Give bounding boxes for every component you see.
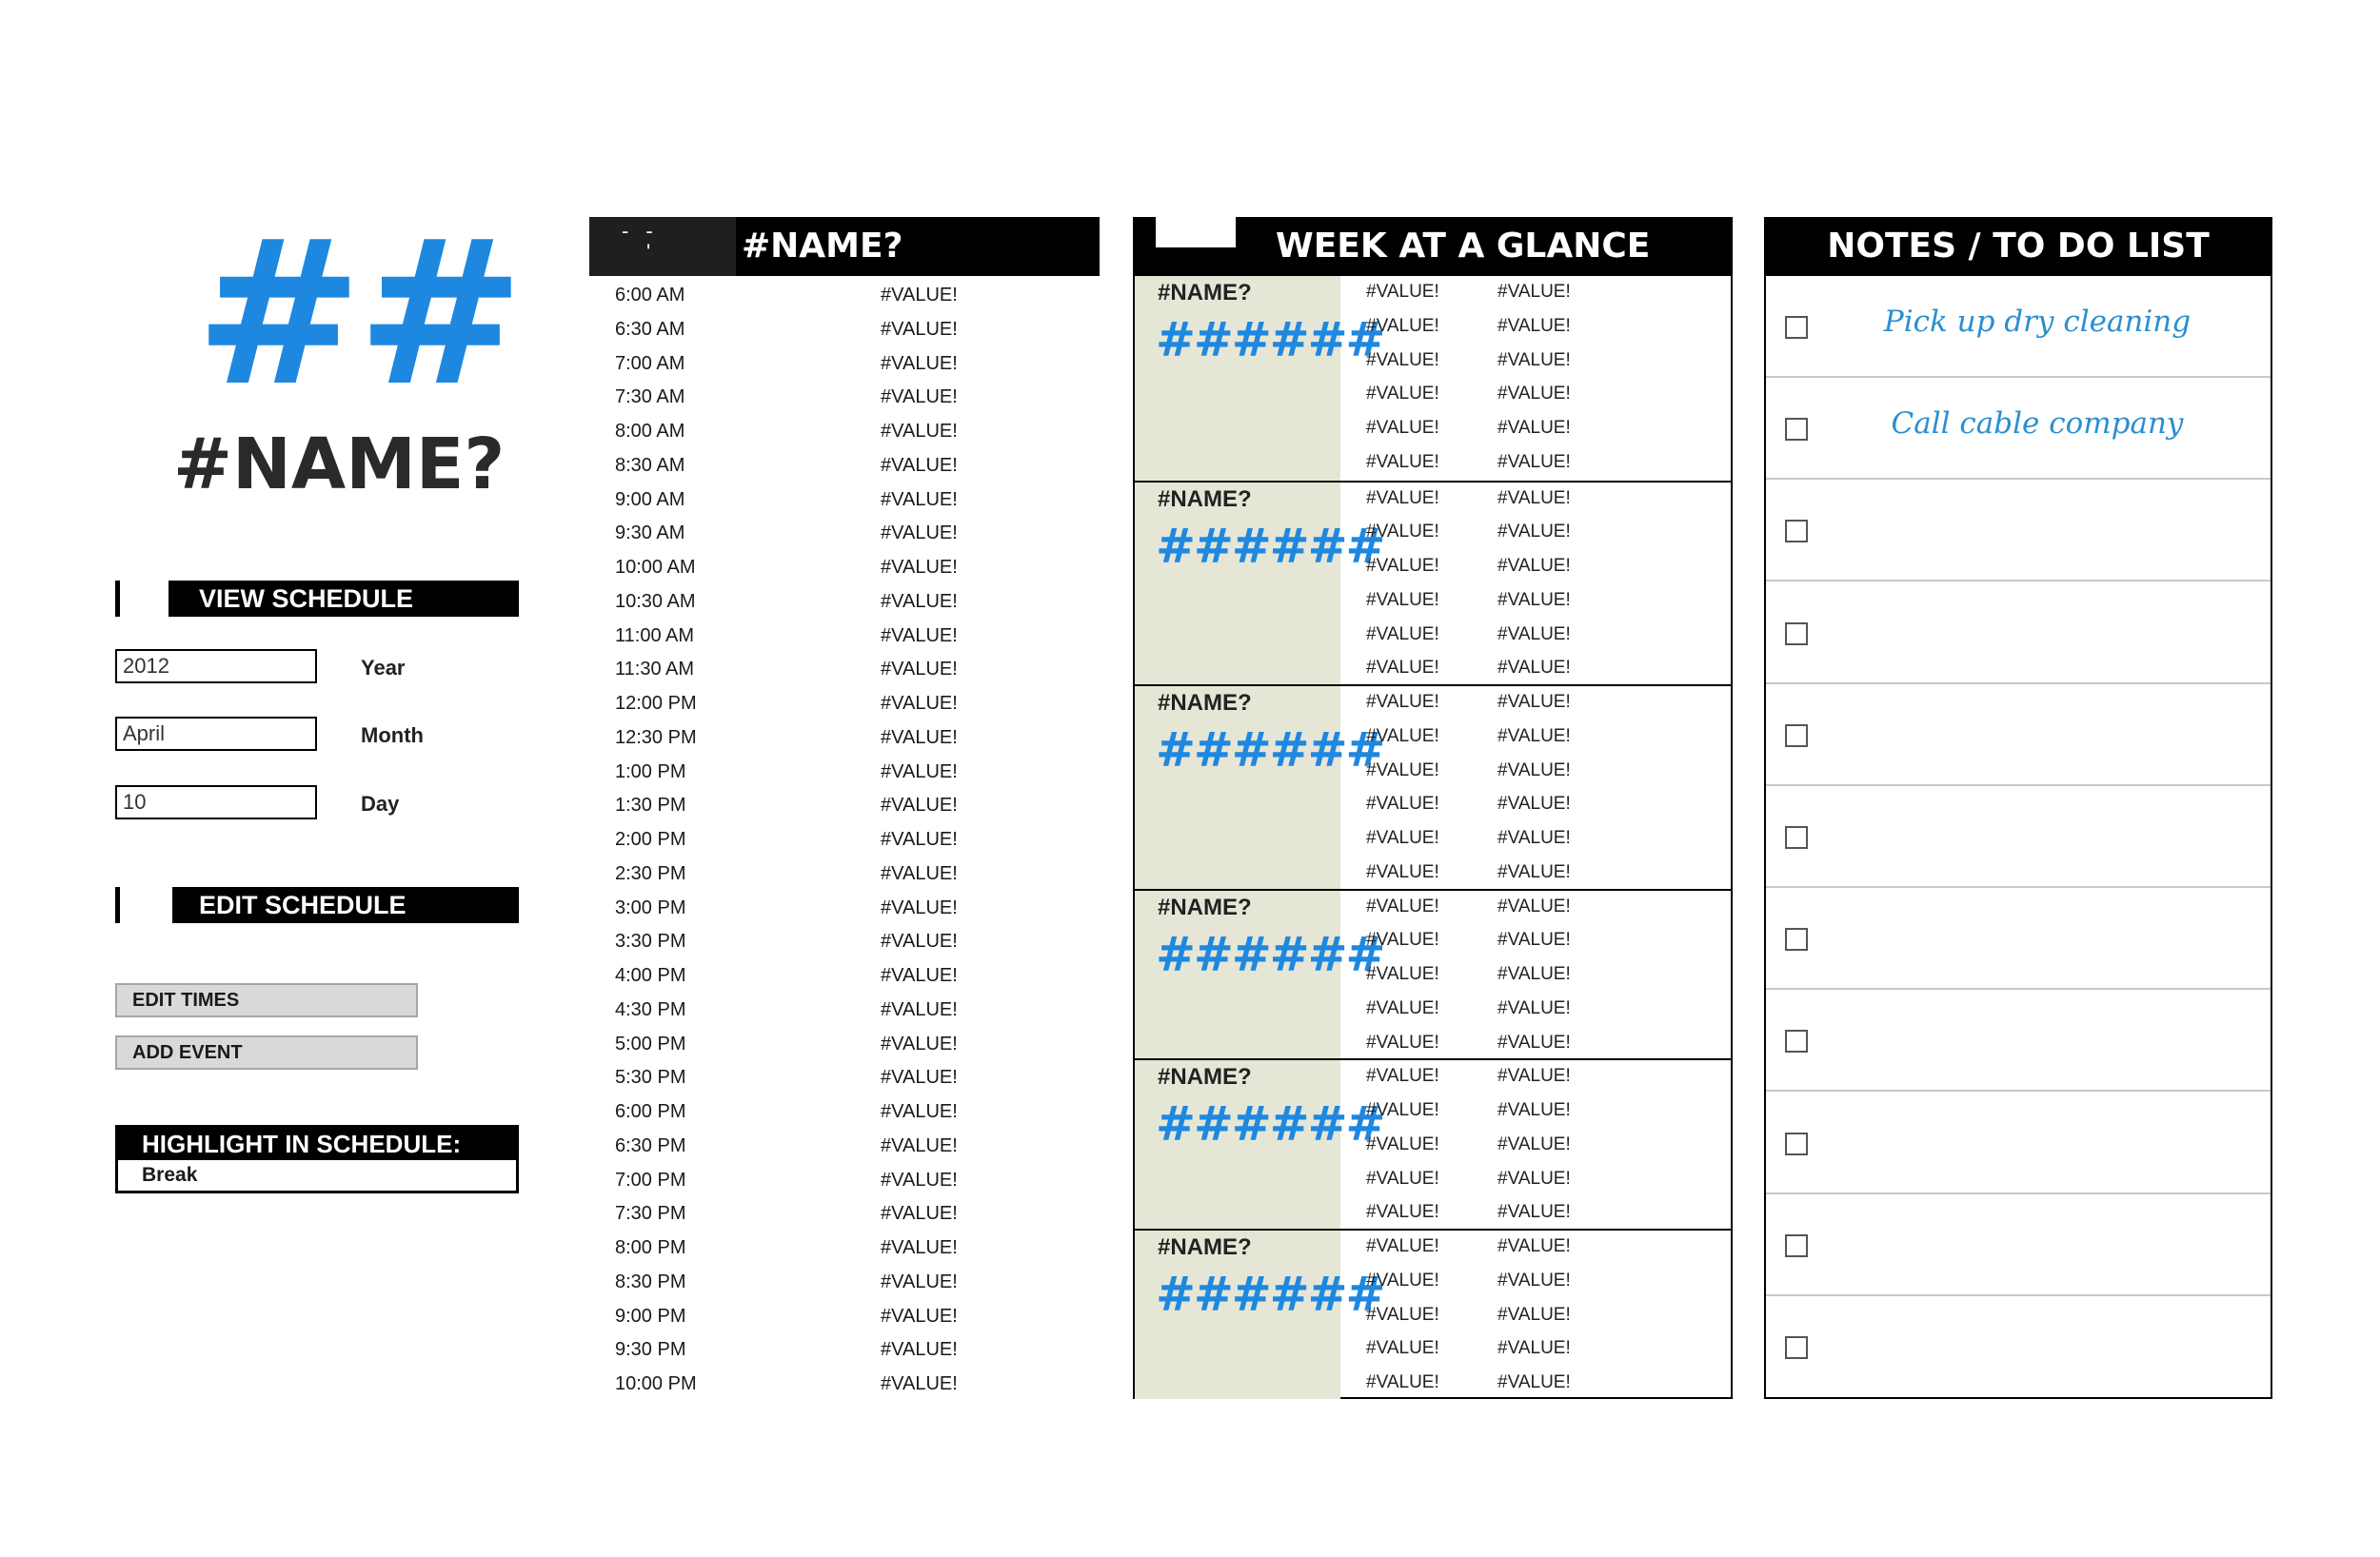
week-title: WEEK AT A GLANCE bbox=[1276, 227, 1651, 266]
todo-checkbox[interactable] bbox=[1785, 1133, 1808, 1155]
schedule-time: 4:30 PM bbox=[615, 998, 686, 1020]
schedule-time: 2:30 PM bbox=[615, 862, 686, 884]
schedule-time: 9:00 AM bbox=[615, 488, 685, 510]
schedule-row[interactable] bbox=[589, 1333, 1100, 1368]
todo-checkbox[interactable] bbox=[1785, 418, 1808, 441]
schedule-time: 6:30 PM bbox=[615, 1134, 686, 1156]
day-shade bbox=[1135, 276, 1340, 481]
week-day-block bbox=[1133, 684, 1733, 889]
schedule-row[interactable] bbox=[589, 653, 1100, 687]
todo-checkbox[interactable] bbox=[1785, 1030, 1808, 1053]
schedule-time: 12:30 PM bbox=[615, 726, 697, 748]
schedule-row[interactable] bbox=[589, 1197, 1100, 1232]
week-cell: #VALUE! bbox=[1497, 930, 1571, 951]
schedule-event: #VALUE! bbox=[881, 862, 958, 884]
highlight-select[interactable]: Break bbox=[142, 1164, 198, 1186]
schedule-row[interactable] bbox=[589, 892, 1100, 926]
schedule-time: 9:30 PM bbox=[615, 1339, 686, 1361]
schedule-time: 9:00 PM bbox=[615, 1305, 686, 1327]
view-schedule-header: VIEW SCHEDULE bbox=[169, 581, 519, 617]
schedule-row[interactable] bbox=[589, 620, 1100, 654]
schedule-row[interactable] bbox=[589, 585, 1100, 620]
week-cell: #VALUE! bbox=[1497, 1338, 1571, 1359]
week-cell: #VALUE! bbox=[1366, 1372, 1439, 1392]
week-cell: #VALUE! bbox=[1497, 1100, 1571, 1120]
schedule-time: 10:30 AM bbox=[615, 590, 696, 612]
schedule-time: 7:30 AM bbox=[615, 386, 685, 408]
schedule-time: 5:30 PM bbox=[615, 1067, 686, 1089]
schedule-event: #VALUE! bbox=[881, 998, 958, 1020]
week-day-name: #NAME? bbox=[1158, 1234, 1252, 1260]
week-day-name: #NAME? bbox=[1158, 894, 1252, 920]
week-cell: #VALUE! bbox=[1366, 1304, 1439, 1325]
schedule-time: 2:00 PM bbox=[615, 829, 686, 850]
week-cell: #VALUE! bbox=[1366, 997, 1439, 1018]
todo-item bbox=[1766, 1296, 2271, 1398]
schedule-event: #VALUE! bbox=[881, 1203, 958, 1225]
big-date-symbol: ## bbox=[195, 197, 519, 430]
todo-checkbox[interactable] bbox=[1785, 1234, 1808, 1257]
year-field[interactable]: 2012 bbox=[115, 649, 317, 683]
week-cell: #VALUE! bbox=[1366, 861, 1439, 882]
notes-title: NOTES / TO DO LIST bbox=[1764, 217, 2272, 276]
week-cell: #VALUE! bbox=[1366, 556, 1439, 576]
schedule-event: #VALUE! bbox=[881, 795, 958, 817]
week-cell: #VALUE! bbox=[1497, 349, 1571, 370]
todo-checkbox[interactable] bbox=[1785, 1336, 1808, 1359]
highlight-label: HIGHLIGHT IN SCHEDULE: bbox=[118, 1128, 516, 1160]
week-day-date: ###### bbox=[1156, 1096, 1384, 1153]
schedule-time: 3:00 PM bbox=[615, 897, 686, 918]
schedule-event: #VALUE! bbox=[881, 1101, 958, 1122]
schedule-time: 3:30 PM bbox=[615, 931, 686, 953]
week-cell: #VALUE! bbox=[1366, 451, 1439, 472]
week-cell: #VALUE! bbox=[1497, 692, 1571, 712]
schedule-time: 7:00 PM bbox=[615, 1169, 686, 1191]
schedule-row[interactable] bbox=[589, 756, 1100, 790]
schedule-row[interactable] bbox=[589, 1028, 1100, 1062]
week-header bbox=[1133, 217, 1733, 276]
day-schedule-title: #NAME? bbox=[742, 227, 903, 266]
week-cell: #VALUE! bbox=[1497, 1270, 1571, 1291]
edit-schedule-marker bbox=[115, 887, 120, 923]
schedule-event: #VALUE! bbox=[881, 726, 958, 748]
todo-checkbox[interactable] bbox=[1785, 622, 1808, 645]
week-cell: #VALUE! bbox=[1366, 1100, 1439, 1120]
schedule-event: #VALUE! bbox=[881, 1373, 958, 1394]
todo-item bbox=[1766, 1194, 2271, 1296]
week-day-block bbox=[1133, 889, 1733, 1059]
week-cell: #VALUE! bbox=[1366, 522, 1439, 542]
week-cell: #VALUE! bbox=[1497, 589, 1571, 610]
month-label: Month bbox=[361, 723, 424, 747]
week-cell: #VALUE! bbox=[1497, 1372, 1571, 1392]
week-cell: #VALUE! bbox=[1497, 623, 1571, 644]
todo-item bbox=[1766, 1093, 2271, 1194]
week-cell: #VALUE! bbox=[1497, 315, 1571, 336]
week-cell: #VALUE! bbox=[1366, 384, 1439, 404]
schedule-row[interactable] bbox=[589, 1232, 1100, 1266]
week-cell: #VALUE! bbox=[1497, 1066, 1571, 1087]
week-cell: #VALUE! bbox=[1497, 451, 1571, 472]
todo-item bbox=[1766, 684, 2271, 786]
schedule-event: #VALUE! bbox=[881, 1305, 958, 1327]
week-cell: #VALUE! bbox=[1366, 794, 1439, 815]
week-day-name: #NAME? bbox=[1158, 485, 1252, 512]
schedule-time: 6:00 PM bbox=[615, 1101, 686, 1122]
schedule-event: #VALUE! bbox=[881, 1169, 958, 1191]
week-cell: #VALUE! bbox=[1497, 997, 1571, 1018]
schedule-row[interactable] bbox=[589, 687, 1100, 721]
schedule-time: 8:30 PM bbox=[615, 1271, 686, 1292]
schedule-row[interactable] bbox=[589, 959, 1100, 994]
schedule-time: 8:30 AM bbox=[615, 454, 685, 476]
week-header-notch bbox=[1156, 217, 1236, 247]
schedule-time: 8:00 PM bbox=[615, 1237, 686, 1258]
schedule-event: #VALUE! bbox=[881, 285, 958, 305]
todo-text[interactable]: Pick up dry cleaning bbox=[1883, 305, 2192, 339]
week-cell: #VALUE! bbox=[1366, 315, 1439, 336]
week-cell: #VALUE! bbox=[1366, 1066, 1439, 1087]
week-cell: #VALUE! bbox=[1366, 930, 1439, 951]
todo-item bbox=[1766, 480, 2271, 581]
schedule-event: #VALUE! bbox=[881, 829, 958, 850]
week-cell: #VALUE! bbox=[1497, 1304, 1571, 1325]
big-day-name: #NAME? bbox=[173, 424, 506, 505]
todo-item bbox=[1766, 582, 2271, 684]
schedule-event: #VALUE! bbox=[881, 659, 958, 680]
week-cell: #VALUE! bbox=[1366, 658, 1439, 679]
week-day-name: #NAME? bbox=[1158, 1064, 1252, 1091]
schedule-row[interactable] bbox=[589, 1266, 1100, 1300]
week-cell: #VALUE! bbox=[1366, 589, 1439, 610]
week-cell: #VALUE! bbox=[1497, 384, 1571, 404]
week-cell: #VALUE! bbox=[1366, 896, 1439, 916]
schedule-event: #VALUE! bbox=[881, 1134, 958, 1156]
schedule-row[interactable] bbox=[589, 517, 1100, 551]
todo-item bbox=[1766, 990, 2271, 1092]
week-cell: #VALUE! bbox=[1366, 623, 1439, 644]
schedule-event: #VALUE! bbox=[881, 352, 958, 374]
week-cell: #VALUE! bbox=[1366, 759, 1439, 780]
week-cell: #VALUE! bbox=[1497, 556, 1571, 576]
schedule-event: #VALUE! bbox=[881, 693, 958, 714]
todo-checkbox[interactable] bbox=[1785, 520, 1808, 542]
schedule-event: #VALUE! bbox=[881, 522, 958, 544]
schedule-row[interactable] bbox=[589, 823, 1100, 857]
week-cell: #VALUE! bbox=[1497, 964, 1571, 984]
week-cell: #VALUE! bbox=[1366, 418, 1439, 438]
schedule-time: 11:30 AM bbox=[615, 659, 695, 680]
schedule-row[interactable] bbox=[589, 1300, 1100, 1334]
edit-times-button[interactable]: EDIT TIMES bbox=[115, 983, 418, 1017]
schedule-row[interactable] bbox=[589, 721, 1100, 756]
schedule-event: #VALUE! bbox=[881, 1271, 958, 1292]
schedule-time: 10:00 AM bbox=[615, 557, 696, 578]
todo-item bbox=[1766, 378, 2271, 480]
schedule-row[interactable] bbox=[589, 415, 1100, 449]
spin-dots-icon: -- bbox=[622, 219, 670, 243]
week-cell: #VALUE! bbox=[1497, 282, 1571, 302]
schedule-row[interactable] bbox=[589, 1061, 1100, 1095]
schedule-event: #VALUE! bbox=[881, 931, 958, 953]
schedule-time: 6:00 AM bbox=[615, 285, 685, 305]
week-cell: #VALUE! bbox=[1497, 725, 1571, 746]
schedule-row[interactable] bbox=[589, 551, 1100, 585]
add-event-button[interactable]: ADD EVENT bbox=[115, 1035, 418, 1070]
schedule-time: 11:00 AM bbox=[615, 624, 695, 646]
week-cell: #VALUE! bbox=[1366, 1338, 1439, 1359]
schedule-event: #VALUE! bbox=[881, 1033, 958, 1054]
week-cell: #VALUE! bbox=[1366, 282, 1439, 302]
schedule-time: 1:00 PM bbox=[615, 760, 686, 782]
week-day-name: #NAME? bbox=[1158, 280, 1252, 305]
week-day-block bbox=[1133, 276, 1733, 481]
schedule-event: #VALUE! bbox=[881, 760, 958, 782]
schedule-event: #VALUE! bbox=[881, 897, 958, 918]
schedule-row[interactable] bbox=[589, 1130, 1100, 1164]
week-cell: #VALUE! bbox=[1366, 487, 1439, 508]
week-cell: #VALUE! bbox=[1497, 1032, 1571, 1053]
todo-text[interactable]: Call cable company bbox=[1891, 406, 2184, 442]
todo-checkbox[interactable] bbox=[1785, 724, 1808, 747]
schedule-time: 7:00 AM bbox=[615, 352, 685, 374]
week-cell: #VALUE! bbox=[1497, 522, 1571, 542]
week-day-date: ###### bbox=[1156, 926, 1384, 982]
schedule-row[interactable] bbox=[589, 381, 1100, 415]
week-day-date: ###### bbox=[1156, 722, 1384, 778]
week-day-block bbox=[1133, 481, 1733, 685]
view-schedule-marker bbox=[115, 581, 120, 617]
week-cell: #VALUE! bbox=[1497, 1133, 1571, 1154]
schedule-time: 5:00 PM bbox=[615, 1033, 686, 1054]
week-day-date: ###### bbox=[1156, 518, 1384, 574]
year-label: Year bbox=[361, 656, 406, 680]
day-schedule-header bbox=[589, 217, 1100, 276]
schedule-time: 1:30 PM bbox=[615, 795, 686, 817]
schedule-event: #VALUE! bbox=[881, 454, 958, 476]
todo-checkbox[interactable] bbox=[1785, 826, 1808, 849]
schedule-row[interactable] bbox=[589, 857, 1100, 892]
schedule-event: #VALUE! bbox=[881, 386, 958, 408]
week-cell: #VALUE! bbox=[1366, 349, 1439, 370]
schedule-event: #VALUE! bbox=[881, 421, 958, 442]
schedule-row[interactable] bbox=[589, 1095, 1100, 1130]
schedule-event: #VALUE! bbox=[881, 488, 958, 510]
week-cell: #VALUE! bbox=[1366, 964, 1439, 984]
schedule-row[interactable] bbox=[589, 925, 1100, 959]
week-cell: #VALUE! bbox=[1366, 725, 1439, 746]
week-cell: #VALUE! bbox=[1497, 861, 1571, 882]
todo-checkbox[interactable] bbox=[1785, 316, 1808, 339]
schedule-event: #VALUE! bbox=[881, 1067, 958, 1089]
week-cell: #VALUE! bbox=[1497, 794, 1571, 815]
day-label: Day bbox=[361, 792, 400, 816]
schedule-row[interactable] bbox=[589, 994, 1100, 1028]
week-cell: #VALUE! bbox=[1366, 1236, 1439, 1256]
week-cell: #VALUE! bbox=[1366, 1168, 1439, 1189]
week-cell: #VALUE! bbox=[1497, 1202, 1571, 1223]
week-cell: #VALUE! bbox=[1497, 896, 1571, 916]
todo-item bbox=[1766, 888, 2271, 990]
schedule-row[interactable] bbox=[589, 1368, 1100, 1402]
todo-item bbox=[1766, 276, 2271, 378]
week-cell: #VALUE! bbox=[1366, 1133, 1439, 1154]
schedule-time: 8:00 AM bbox=[615, 421, 685, 442]
week-cell: #VALUE! bbox=[1497, 1168, 1571, 1189]
schedule-event: #VALUE! bbox=[881, 1237, 958, 1258]
schedule-event: #VALUE! bbox=[881, 1339, 958, 1361]
schedule-time: 9:30 AM bbox=[615, 522, 685, 544]
week-cell: #VALUE! bbox=[1366, 828, 1439, 848]
schedule-row[interactable] bbox=[589, 483, 1100, 518]
month-field[interactable]: April bbox=[115, 717, 317, 751]
week-day-block bbox=[1133, 1058, 1733, 1229]
schedule-row[interactable] bbox=[589, 347, 1100, 382]
schedule-time: 6:30 AM bbox=[615, 318, 685, 340]
schedule-event: #VALUE! bbox=[881, 590, 958, 612]
schedule-row[interactable] bbox=[589, 279, 1100, 313]
schedule-time: 12:00 PM bbox=[615, 693, 697, 714]
schedule-row[interactable] bbox=[589, 449, 1100, 483]
todo-item bbox=[1766, 786, 2271, 888]
week-cell: #VALUE! bbox=[1497, 828, 1571, 848]
schedule-event: #VALUE! bbox=[881, 557, 958, 578]
schedule-event: #VALUE! bbox=[881, 965, 958, 986]
schedule-time: 10:00 PM bbox=[615, 1373, 697, 1394]
edit-schedule-header: EDIT SCHEDULE bbox=[172, 887, 519, 923]
week-day-block bbox=[1133, 1229, 1733, 1399]
day-field[interactable]: 10 bbox=[115, 785, 317, 819]
week-day-name: #NAME? bbox=[1158, 690, 1252, 716]
week-day-date: ###### bbox=[1156, 1267, 1384, 1322]
week-cell: #VALUE! bbox=[1366, 1202, 1439, 1223]
week-cell: #VALUE! bbox=[1366, 692, 1439, 712]
schedule-row[interactable] bbox=[589, 789, 1100, 823]
schedule-event: #VALUE! bbox=[881, 318, 958, 340]
week-day-date: ###### bbox=[1156, 312, 1384, 367]
week-cell: #VALUE! bbox=[1497, 759, 1571, 780]
schedule-row[interactable] bbox=[589, 1164, 1100, 1198]
week-cell: #VALUE! bbox=[1497, 418, 1571, 438]
highlight-panel bbox=[115, 1125, 519, 1193]
spin-dot-icon: ' bbox=[646, 240, 651, 264]
schedule-time: 7:30 PM bbox=[615, 1203, 686, 1225]
week-cell: #VALUE! bbox=[1497, 1236, 1571, 1256]
schedule-row[interactable] bbox=[589, 313, 1100, 347]
week-cell: #VALUE! bbox=[1497, 658, 1571, 679]
todo-checkbox[interactable] bbox=[1785, 928, 1808, 951]
week-cell: #VALUE! bbox=[1497, 487, 1571, 508]
week-cell: #VALUE! bbox=[1366, 1270, 1439, 1291]
schedule-event: #VALUE! bbox=[881, 624, 958, 646]
schedule-time: 4:00 PM bbox=[615, 965, 686, 986]
week-cell: #VALUE! bbox=[1366, 1032, 1439, 1053]
